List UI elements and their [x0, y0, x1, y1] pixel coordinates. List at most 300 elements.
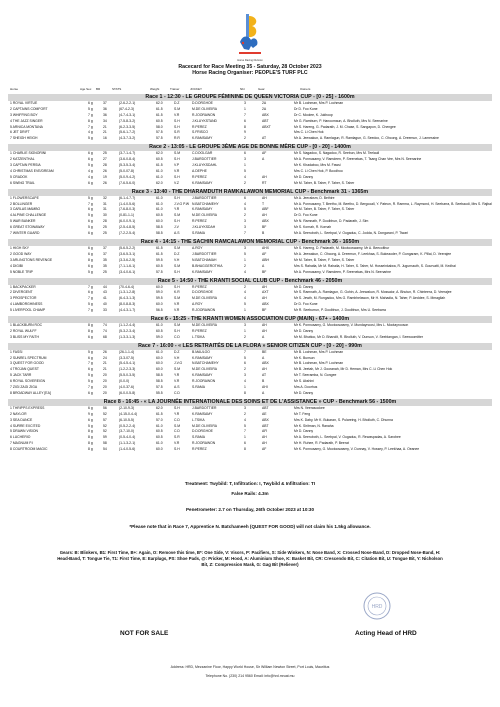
form: (2-6-2-2-1) [119, 101, 136, 105]
weight: 61.0 [156, 349, 163, 354]
jockey: J.BARDOTTIER [192, 251, 217, 256]
horse-name: 2 CAPTAINS COMFORT [10, 106, 48, 111]
not-for-sale-label: NOT FOR SALE [120, 630, 169, 637]
age-sex: 5 g [88, 302, 93, 307]
owners: Mr T. Feng [294, 411, 311, 416]
benchmark: 37 [103, 101, 107, 105]
gear: ABT [262, 405, 269, 410]
draw: 4 [244, 174, 246, 179]
horse-name: 4 TROJAN QUEST [10, 367, 39, 372]
weight: 60.5 [156, 429, 163, 434]
jockey: R.PEREZ [192, 124, 207, 129]
owners: Mrs C. Li Chen Hok, P. Boodhoo [294, 168, 343, 173]
trainer: S.H [174, 328, 180, 333]
weight: 62.0 [156, 405, 163, 410]
gear: RT [262, 180, 267, 185]
column-header: Horse [10, 87, 19, 91]
gear: ABX [262, 417, 269, 422]
form: (1-2-2-3-3) [119, 367, 136, 372]
form: (7-5-8-3-2) [119, 118, 136, 123]
benchmark: 56 [103, 405, 107, 410]
jockey: J.KLUYKSTAND [192, 118, 217, 123]
gear: A [262, 157, 265, 162]
gear: BF [262, 225, 267, 230]
owners: Mr S. Akshini [294, 379, 314, 384]
owners: Mr M. Bhuttoo, Mr D. Bhandit, R. Bholluth, V. Dunsun, V. Seeblangan, I. Seewoomitter [294, 334, 424, 339]
weight: 61.0 [156, 207, 163, 212]
horse-name: 7 WINTER GUARD [10, 231, 40, 236]
form: (2-5-4-8-5) [119, 225, 136, 230]
jockey: J.KLUYKSDAHL [192, 163, 218, 168]
trainer: C.D [174, 334, 180, 339]
gear: AHX [262, 246, 269, 250]
horse-name: 7 SHEIGH HEIGH [10, 136, 38, 141]
age-sex: 7 g [88, 308, 93, 313]
draw: 5 [244, 207, 246, 212]
gear: B [262, 379, 265, 384]
weight: 61.0 [156, 201, 163, 206]
weight: 61.0 [156, 323, 163, 327]
form: (5-3-2-3-4) [119, 328, 136, 333]
telephone-line: Telephone No. (230) 214 9560 Email: info@hrd.mruat.mu [205, 674, 295, 678]
weight: 60.0 [156, 367, 163, 372]
trainer: S.R [174, 130, 180, 135]
gear: 2A [262, 101, 267, 105]
form: (26-1-1-4) [119, 349, 135, 354]
benchmark: 34 [103, 118, 107, 123]
gear: BE [262, 349, 267, 354]
age-sex: 8 g [88, 257, 93, 262]
race-block [8, 94, 492, 142]
gear: A [262, 390, 265, 395]
owners: Mr T. Seeramba, N. Gongee [294, 373, 337, 378]
trainer: J.V.G P.W [174, 201, 190, 206]
benchmark: 20 [103, 390, 107, 395]
horse-name: 3 SEA DANCE [10, 417, 33, 422]
benchmark: 20 [103, 385, 107, 390]
weight: 60.5 [156, 213, 163, 218]
trainer: R.R [174, 136, 180, 141]
horse-name: 7 ZIGI ZAGI ZIGA [10, 385, 38, 390]
trainer: S.H [174, 219, 180, 224]
jockey: M.DE OLIVEIRA [192, 423, 218, 428]
owners: Mr S. Hareng, G. Padarath, J. M. Chase, S. Sangapon, D. Chengee [294, 124, 396, 129]
draw: 3 [244, 219, 246, 224]
meeting-title: Racecard for Race Meeting 35 - Saturday, 28 October 2023 [178, 64, 322, 70]
form: (1-3-1-2-8) [119, 290, 136, 295]
gear: ABX [262, 361, 269, 366]
owners: Mr S. Jewth, M. Rungadoo, Mrs G. Rambhelawon, Mr H. Mahadia, N. Taher, P. Aeddee, S. Mmagliah [294, 296, 446, 301]
age-sex: 6 g [88, 251, 93, 256]
trainer: S.M [174, 367, 181, 372]
trainer: S.M [174, 263, 181, 268]
age-sex: 8 g [88, 118, 93, 123]
jockey: N.BATCHAMAH [192, 257, 217, 262]
owners: Mr B. Lochman, Mrs P. Lochman [294, 101, 344, 105]
form: (4-3-7-3-2) [119, 136, 136, 141]
horse-name: 3 BLISS MY FAITH [10, 334, 39, 339]
owners: Mrs C. Li Chen Hok [294, 130, 324, 135]
draw: 6 [244, 195, 246, 200]
horse-name: 5 NOBLE TRIP [10, 269, 33, 274]
owners: Mrs K. Daby, Mr K. Bukaran, S. Pulareing, H. Bholluth, C. Dhunna [294, 417, 393, 422]
draw: 3 [244, 323, 246, 327]
weight: 57.5 [156, 130, 163, 135]
column-header: JOCKEY [190, 87, 203, 91]
jockey: D.DORGHOE [192, 101, 213, 105]
jockey: D.DORGHOE [192, 429, 213, 434]
owners: Mr K. Khadaboo, Mrs M. Fawsi [294, 163, 341, 168]
hrd-seal-icon [362, 591, 392, 621]
jockey: A.DEPHE [192, 168, 207, 173]
form: (2-10-9-3) [119, 405, 135, 410]
benchmark: 26 [103, 349, 107, 354]
benchmark: 30 [103, 213, 107, 218]
draw: 3 [244, 405, 246, 410]
trainer: J.V [174, 225, 179, 230]
weight: 58.5 [156, 225, 163, 230]
form: (5-4-5-4-1) [119, 361, 136, 366]
weight: 61.5 [156, 112, 163, 117]
owners: Mr D. Danny [294, 429, 314, 434]
trainer: S.R [174, 435, 180, 440]
jockey: J.BARDOTTIER [192, 157, 217, 162]
draw: 7 [244, 429, 246, 434]
gear: AHI [262, 385, 268, 390]
draw: 4 [244, 296, 246, 301]
owners: Mr K. Siritman, N. Ranaha [294, 423, 334, 428]
draw: 1 [244, 257, 246, 262]
gear: AXT [262, 290, 269, 295]
age-sex: 5 g [88, 195, 93, 200]
form: (1-4-0-5-6) [119, 447, 136, 452]
column-header: Age Sex [80, 87, 92, 91]
benchmark: 21 [103, 124, 107, 129]
draw: 4 [244, 290, 246, 295]
draw: 3 [244, 157, 246, 162]
weight: 59.0 [156, 290, 163, 295]
owners: Dr C. Moolee, K. Jukhoop [294, 112, 333, 117]
gear: A [262, 355, 265, 360]
age-sex: 7 g [88, 284, 93, 289]
age-sex: 6 g [88, 231, 93, 236]
gear: ABX [262, 302, 269, 307]
race-title: Race 8 - 16:45 - « LA JOURNÉE INTERNATIONALE DES SOINS ET DE L'ASSISTANCE » CUP - Benchmark 56 - 1500m [8, 399, 492, 406]
trainer: C.D [174, 390, 180, 395]
gear: AH [262, 328, 267, 333]
form: (0-5-4-0-4) [119, 435, 136, 440]
horse-name: 2 KATZENTHAL [10, 157, 35, 162]
horse-name: 1 CHARLIE SIGNORINI [10, 151, 47, 156]
gear: AF [262, 251, 267, 256]
age-sex: 6 g [88, 263, 93, 268]
form: (3-6-5-3-1) [119, 251, 136, 256]
jockey: K.RAMSAMY [192, 355, 213, 360]
weight: 61.5 [156, 163, 163, 168]
gear: ABX [262, 112, 269, 117]
weight: 60.5 [156, 328, 163, 333]
jockey: B.BHAGGEROTHIA [192, 263, 223, 268]
gear: AF [262, 447, 267, 452]
gear: AH [262, 195, 267, 200]
trainer: V.R [174, 112, 180, 117]
gear: AE [262, 411, 267, 416]
form: (0-0-0) [119, 379, 130, 384]
gear: A [262, 263, 265, 268]
weight: 61.5 [156, 251, 163, 256]
benchmark: 52 [103, 429, 107, 434]
owners: Mr A. Ponnusamy, V. Ramdeen, P. Sreenekas, Mrs N. Seenarine [294, 269, 391, 274]
gear: AH [262, 323, 267, 327]
jockey: K.RAMSAMY [192, 136, 213, 141]
racecard-header [0, 64, 500, 76]
jockey: S.RAMA [192, 385, 205, 390]
owners: Mr D. Danny [294, 284, 314, 289]
benchmark: 52 [103, 411, 107, 416]
owners: Mr M. Taher, B. Taher, F. Taher, S. Taher [294, 207, 355, 212]
trainer: C.D [174, 429, 180, 434]
draw: 1 [244, 163, 246, 168]
owners: Mr B. Jeetah, Mr J. Gooranah, Mr D. Heman, Mrs C. Li Chen Hok [294, 367, 393, 372]
age-sex: 6 g [88, 334, 93, 339]
owners: Mr B. Lochman, Mrs P. Lochman [294, 361, 344, 366]
seal-label: HRD [371, 604, 383, 610]
gear: BF [262, 269, 267, 274]
form: (6-10-5-5) [119, 417, 135, 422]
benchmark: 35 [103, 263, 107, 268]
runner-row [8, 447, 492, 453]
benchmark: 36 [103, 106, 107, 111]
trainer: S.H [174, 284, 180, 289]
benchmark: 21 [103, 361, 107, 366]
age-sex: 4 g [88, 174, 93, 179]
weight: 60.5 [156, 263, 163, 268]
horse-racing-division-logo [237, 12, 263, 58]
benchmark: 35 [103, 257, 107, 262]
form: (67-4-2-3) [119, 106, 135, 111]
weight: 60.5 [156, 118, 163, 123]
owners: Dr D. Foo Kune [294, 302, 318, 307]
owners: Mr D. Danny [294, 390, 314, 395]
trainer: D.Z [174, 251, 180, 256]
column-header: Gear [258, 87, 265, 91]
owners: Mr A. Jeewakun, C. Ohcong, A. Dreemun, F. Leekhaa, S. Bukeaoder, P. Gungaram, K. Pillai, D. Veerajee [294, 251, 452, 256]
weight: 61.0 [156, 441, 163, 446]
horse-name: 4 ALPINE CHALLENGE [10, 213, 47, 218]
gear: AH [262, 213, 267, 218]
runner-row [8, 335, 492, 341]
benchmark: 36 [103, 112, 107, 117]
horse-name: 6 SWING TRAIL [10, 180, 35, 185]
age-sex: 6 g [88, 417, 93, 422]
horse-name: 6 GREAT STOWAWAY [10, 225, 45, 230]
draw: 6 [244, 361, 246, 366]
form: (5-0-9-4-2) [119, 174, 136, 179]
benchmark: 25 [103, 225, 107, 230]
draw: 7 [244, 231, 246, 236]
race-title: Race 1 - 12:30 - LE GROUPE FÉMININE DE QUEEN VICTORIA CUP - [0 - 25] - 1600m [8, 94, 492, 101]
draw: 3 [244, 373, 246, 378]
owners: Mr D. Danny [294, 174, 314, 179]
owners: Mr A. Ponnusamy, T. Beetho, M. Beetho, D. Bergooall, Y. Pateun, R. Ramma, L. Raymond, H. Seebarra, B. Seebaudi, Mrs S. Rajbal [294, 201, 492, 206]
weight: 60.0 [156, 361, 163, 366]
runner-row [8, 391, 492, 397]
age-sex: 7 g [88, 124, 93, 129]
gear: BF [262, 308, 267, 313]
owners: Mr A. Ponnusamy, V. Ramdeen, P. Sreenekas, T. Tsang Chan Vee, Mrs N. Seenarine [294, 157, 422, 162]
trainer: V.R [174, 168, 180, 173]
owners: Mr A. Seeruboth, L. Seebpal, V. Ougaduu, C. Jodda, N. Dongarani, P. Tiwari [294, 231, 409, 236]
age-sex: 7 g [88, 361, 93, 366]
age-sex: 7 g [88, 201, 93, 206]
trainer: V.P [174, 163, 180, 168]
weight: 56.5 [156, 308, 163, 313]
age-sex: 5 g [88, 213, 93, 218]
age-sex: 5 g [88, 136, 93, 141]
weight: 58.5 [156, 231, 163, 236]
horse-name: 1 HIGH SKY [10, 246, 30, 250]
trainer: V.H [174, 355, 180, 360]
trainer: Y.R [174, 411, 180, 416]
benchmark: 25 [103, 231, 107, 236]
column-header: Nbr [240, 87, 245, 91]
weight: 61.0 [156, 168, 163, 173]
jockey: K.RAMSAMY [192, 269, 213, 274]
age-sex: 6 g [88, 246, 93, 250]
owners: Mr S. Ramnath, A. Ramlagun, G. Gohin, A. Jeewakun, R. Mossaior, A. Bhutun, R. Chinteera, D. Veerajee [294, 290, 452, 295]
trainer: S.M [174, 423, 181, 428]
column-header: STATS [112, 87, 122, 91]
age-sex: 6 g [88, 151, 93, 156]
draw: 4 [244, 201, 246, 206]
draw: 4 [244, 417, 246, 422]
horse-name: 5 DRAWN VISION [10, 429, 38, 434]
gear: AT [262, 136, 267, 141]
gears-legend: Gears: B: Blinkers, B1: First Time, B+: Again, O: Remove this time, B*: One Side, V: Visors, P: Pacifiers, S: Side Winkers, N: Nose Band, X: Crossed Nose-Band, D: Dropped Nose-Band, H: Head-Band, T: Tongue Tie, T1: First Time, E: Earplugs, PS: Shoe Pads, @: Pricker, M: Hood, A: Aluminium Shoe, K: Basket Bit, CR: Crescendo Bit, C: Citation Bit, U: Tongue Bit, Y: Nicholson Bit, Z: Compression Mask, G: Gag Bit (Reliever) [57, 550, 443, 568]
form: (4-7-4-3-1) [119, 112, 136, 117]
draw: 3 [244, 101, 246, 105]
race-block [8, 399, 492, 453]
jockey: S.RAMA [192, 231, 205, 236]
benchmark: 16 [103, 136, 107, 141]
horse-name: 7 MAGNUM P.I [10, 441, 33, 446]
owners: Dr D. Foo Kune [294, 213, 318, 218]
horse-name: 5 WAR BANKER [10, 219, 36, 224]
age-sex: 8 g [88, 447, 93, 452]
trainer: A.S [174, 385, 180, 390]
benchmark: 41 [103, 296, 107, 301]
weight: 60.0 [156, 355, 163, 360]
weight: 57.5 [156, 385, 163, 390]
age-sex: 6 g [88, 101, 93, 105]
jockey: K.RAMSAMY [192, 373, 213, 378]
weight: 61.0 [156, 195, 163, 200]
trainer: Y.R [174, 207, 180, 212]
draw: 4 [244, 379, 246, 384]
race-title: Race 7 - 16:00 - « LES RETRAITÉS DE LA FLORA » SENIOR CITIZEN CUP - [0 - 20] - 990m [8, 343, 492, 350]
weight: 61.5 [156, 106, 163, 111]
draw: 1 [244, 328, 246, 333]
horse-name: 2 BOLLINGER [10, 201, 33, 206]
form: (3-4-0-6-1) [119, 269, 136, 274]
trainer: S.H [174, 447, 180, 452]
column-header: Trainer [170, 87, 180, 91]
age-sex: 6 g [88, 355, 93, 360]
benchmark: 31 [103, 207, 107, 212]
gear: AF [262, 151, 267, 156]
age-sex: 8 g [88, 429, 93, 434]
draw: 6 [244, 441, 246, 446]
benchmark: 27 [103, 157, 107, 162]
form: (5-6-5-2-2) [119, 246, 136, 250]
draw: 5 [244, 168, 246, 173]
weight: 59.5 [156, 257, 163, 262]
draw: 2 [244, 284, 246, 289]
benchmark: 26 [103, 168, 107, 173]
runner-row [8, 270, 492, 276]
form: (5-5-0-3-5) [119, 373, 136, 378]
jockey: R.JOORAWON [192, 441, 216, 446]
benchmark: 20 [103, 373, 107, 378]
draw: 8 [244, 390, 246, 395]
form: (5-0-07-8) [119, 168, 135, 173]
benchmark: 58 [103, 441, 107, 446]
weight: 60.5 [156, 157, 163, 162]
horse-name: 3 WHIFFING BOY [10, 112, 38, 117]
trainer: S.H [174, 174, 180, 179]
benchmark: 40 [103, 302, 107, 307]
form: (4-0-37-6) [119, 385, 135, 390]
jockey: J.KLUYKSDAH [192, 225, 216, 230]
owners: Mr S. Nagadoo, S. Nagadoo, R. Seebun, Mrs M. Teelaull [294, 151, 380, 156]
owners: Mr M. Taher, B. Taher, F. Taher, S. Taher [294, 257, 355, 262]
gear: ABXT [262, 124, 271, 129]
age-sex: 5 g [88, 373, 93, 378]
benchmark: 20 [103, 379, 107, 384]
draw: 2 [244, 263, 246, 268]
horse-name: 1 BLACKBURN ROC [10, 323, 43, 327]
form: (5-3-5-3-4) [119, 163, 136, 168]
age-sex: 8 g [88, 441, 93, 446]
horse-name: 6 JET DRIFT [10, 130, 30, 135]
form: (6-1-4-7-7) [119, 195, 136, 200]
horse-name: 1 THRIPPS EXPRESS [10, 405, 45, 410]
horse-name: 4 DIGIBI [10, 263, 24, 268]
trainer: S.M [174, 246, 181, 250]
jockey: R.JOORAWON [192, 379, 216, 384]
draw: 1 [244, 106, 246, 111]
gear: A [262, 334, 265, 339]
jockey: R.PEREZ [192, 219, 207, 224]
benchmark: 26 [103, 180, 107, 185]
jockey: R.PEREZ [192, 174, 207, 179]
jockey: R.JOORAWON [192, 112, 216, 117]
jockey: N.BATCHAMEHY [192, 361, 219, 366]
age-sex: 5 g [88, 269, 93, 274]
horse-name: 5 CRADOK [10, 174, 28, 179]
form: (1-4-0-5-6) [119, 201, 136, 206]
jockey: K.RAMSAMY [192, 207, 213, 212]
owners: Mr B. Lochman, Mrs P. Lochman [294, 349, 344, 354]
weight: 58.5 [156, 379, 163, 384]
race-block [8, 278, 492, 314]
age-sex: 7 g [88, 296, 93, 301]
benchmark: 19 [103, 174, 107, 179]
owners: Dr D. Foo Kune [294, 106, 318, 111]
draw: 5 [244, 423, 246, 428]
trainer: S.H [174, 157, 180, 162]
trainer: S.H [174, 269, 180, 274]
